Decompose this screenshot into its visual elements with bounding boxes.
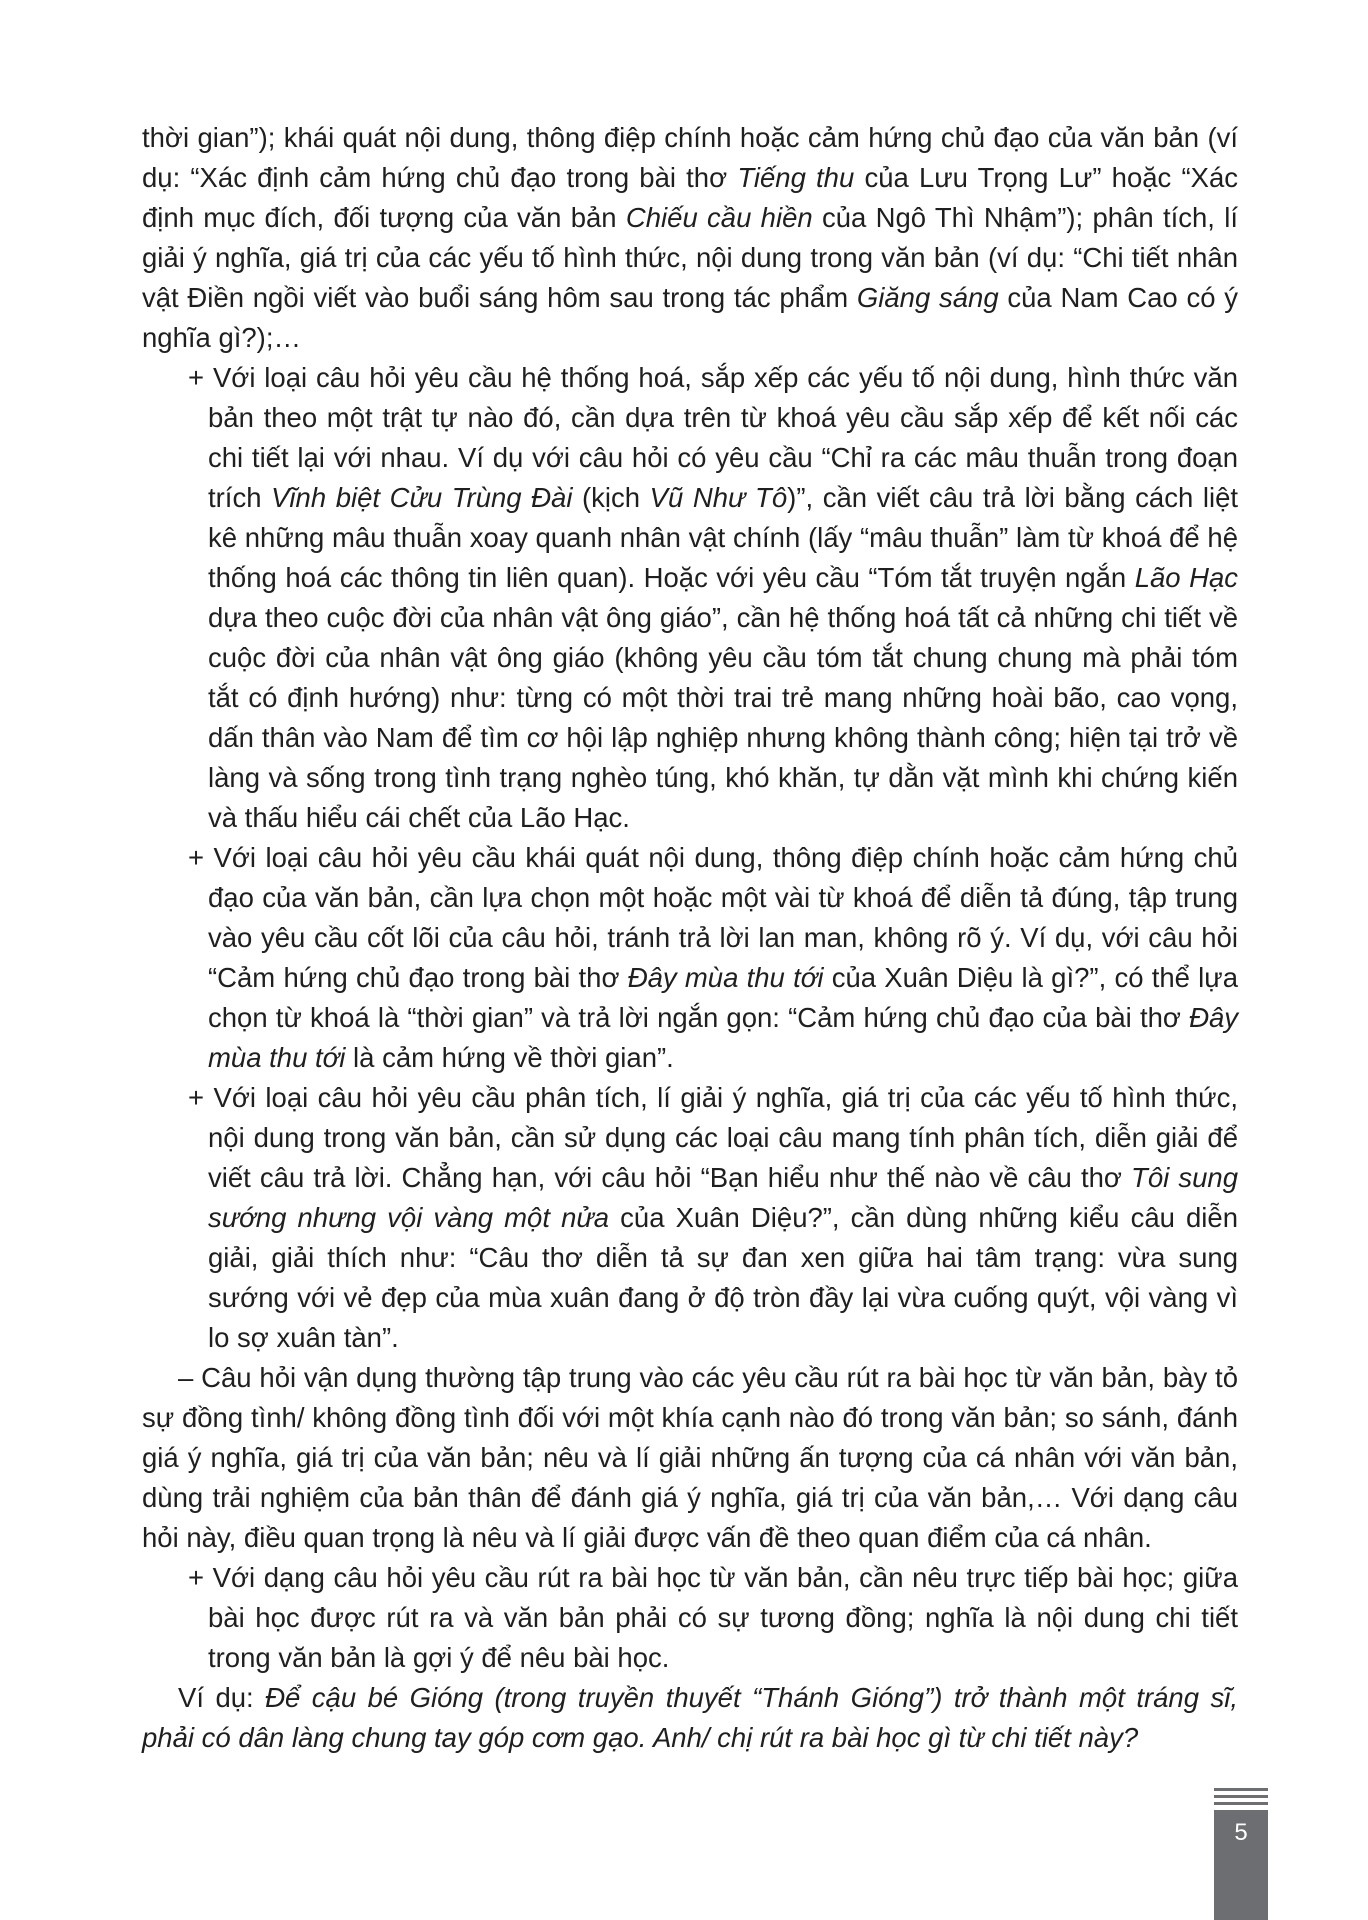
bullet-generalize-questions xyxy=(142,838,1238,1078)
tab-rule-line xyxy=(1214,1788,1268,1791)
italic-title-text: Để cậu bé Gióng (trong truyền thuyết “Thánh Gióng”) trở thành một tráng sĩ, phải có dân làng chung tay góp cơm gạo. Anh/ chị rút ra bài học gì từ chi tiết này? xyxy=(142,1682,1238,1753)
italic-title-text: Vũ Như Tô xyxy=(649,482,788,513)
example-paragraph xyxy=(142,1678,1238,1758)
italic-title-text: Chiếu cầu hiền xyxy=(625,202,813,233)
paragraph-text: – Câu hỏi vận dụng thường tập trung vào các yêu cầu rút ra bài học từ văn bản, bày tỏ sự đồng tình/ không đồng tình đối với một khía cạnh nào đó trong văn bản; so sánh, đánh giá ý nghĩa, giá trị của văn bản; nêu và lí giải những ấn tượng của cá nhân với văn bản, dùng trải nghiệm của bản thân để đánh giá ý nghĩa, giá trị của văn bản,… Với dạng câu hỏi này, điều quan trọng là nêu và lí giải được vấn đề theo quan điểm của cá nhân. xyxy=(142,1362,1238,1553)
page-number-tab xyxy=(1214,1788,1268,1920)
italic-title-text: Tôi sung sướng nhưng vội vàng một nửa xyxy=(208,1162,1238,1233)
italic-title-text: Đây mùa thu tới xyxy=(627,962,824,993)
paragraph-text: + Với loại câu hỏi yêu cầu khái quát nội dung, thông điệp chính hoặc cảm hứng chủ đạo của văn bản, cần lựa chọn một hoặc một vài từ khoá để diễn tả đúng, tập trung vào yêu cầu cốt lõi của câu hỏi, tránh trả lời lan man, không rõ ý. Ví dụ, với câu hỏi “Cảm hứng chủ đạo trong bài thơ xyxy=(188,842,1238,993)
paragraph-text: của Ngô Thì Nhậm”); phân tích, lí giải ý nghĩa, giá trị của các yếu tố hình thức, nội dung trong văn bản (ví dụ: “Chi tiết nhân vật Điền ngồi viết vào buổi sáng hôm sau trong tác phẩm xyxy=(142,202,1238,313)
paragraph-text: của Nam Cao có ý nghĩa gì?);… xyxy=(142,282,1238,353)
bullet-systematize-questions xyxy=(142,358,1238,838)
page-number-box xyxy=(1214,1810,1268,1920)
bullet-analysis-questions xyxy=(142,1078,1238,1358)
paragraph-intro-continuation xyxy=(142,118,1238,358)
tab-rule-line xyxy=(1214,1802,1268,1805)
paragraph-text: + Với loại câu hỏi yêu cầu hệ thống hoá, sắp xếp các yếu tố nội dung, hình thức văn bản theo một trật tự nào đó, cần dựa trên từ khoá yêu cầu sắp xếp để kết nối các chi tiết lại với nhau. Ví dụ với câu hỏi có yêu cầu “Chỉ ra các mâu thuẫn trong đoạn trích xyxy=(188,362,1238,513)
page-body xyxy=(142,118,1238,1758)
italic-title-text: Lão Hạc xyxy=(1134,562,1238,593)
paragraph-text: của Xuân Diệu là gì?”, có thể lựa chọn từ khoá là “thời gian” và trả lời ngắn gọn: “Cảm hứng chủ đạo của bài thơ xyxy=(208,962,1239,1033)
paragraph-text: Ví dụ: xyxy=(178,1682,266,1713)
bullet-lesson-questions xyxy=(142,1558,1238,1678)
italic-title-text: Vĩnh biệt Cửu Trùng Đài xyxy=(271,482,573,513)
paragraph-text: )”, cần viết câu trả lời bằng cách liệt kê những mâu thuẫn xoay quanh nhân vật chính (lấy “mâu thuẫn” làm từ khoá để hệ thống hoá các thông tin liên quan). Hoặc với yêu cầu “Tóm tắt truyện ngắn xyxy=(208,482,1239,593)
paragraph-text: + Với dạng câu hỏi yêu cầu rút ra bài học từ văn bản, cần nêu trực tiếp bài học; giữa bài học được rút ra và văn bản phải có sự tương đồng; nghĩa là nội dung chi tiết trong văn bản là gợi ý để nêu bài học. xyxy=(188,1562,1238,1673)
page-number: 5 xyxy=(1234,1819,1248,1846)
italic-title-text: Tiếng thu xyxy=(737,162,855,193)
paragraph-text: (kịch xyxy=(572,482,650,513)
italic-title-text: Đây mùa thu tới xyxy=(208,1002,1238,1073)
paragraph-text: của Lưu Trọng Lư” hoặc “Xác định mục đích, đối tượng của văn bản xyxy=(142,162,1238,233)
paragraph-application-questions xyxy=(142,1358,1238,1558)
paragraph-text: của Xuân Diệu?”, cần dùng những kiểu câu diễn giải, giải thích như: “Câu thơ diễn tả sự đan xen giữa hai tâm trạng: vừa sung sướng với vẻ đẹp của mùa xuân đang ở độ tròn đầy lại vừa cuống quýt, vội vàng vì lo sợ xuân tàn”. xyxy=(208,1202,1238,1353)
paragraph-text: là cảm hứng về thời gian”. xyxy=(345,1042,674,1073)
paragraph-text: + Với loại câu hỏi yêu cầu phân tích, lí giải ý nghĩa, giá trị của các yếu tố hình thức, nội dung trong văn bản, cần sử dụng các loại câu mang tính phân tích, diễn giải để viết câu trả lời. Chẳng hạn, với câu hỏi “Bạn hiểu như thế nào về câu thơ xyxy=(188,1082,1238,1193)
paragraph-text: thời gian”); khái quát nội dung, thông điệp chính hoặc cảm hứng chủ đạo của văn bản (ví dụ: “Xác định cảm hứng chủ đạo trong bài thơ xyxy=(142,122,1238,193)
italic-title-text: Giăng sáng xyxy=(856,282,999,313)
tab-rule-line xyxy=(1214,1795,1268,1798)
paragraph-text: dựa theo cuộc đời của nhân vật ông giáo”, cần hệ thống hoá tất cả những chi tiết về cuộc đời của nhân vật ông giáo (không yêu cầu tóm tắt chung chung mà phải tóm tắt có định hướng) như: từng có một thời trai trẻ mang những hoài bão, cao vọng, dấn thân vào Nam để tìm cơ hội lập nghiệp nhưng không thành công; hiện tại trở về làng và sống trong tình trạng nghèo túng, khó khăn, tự dằn vặt mình khi chứng kiến và thấu hiểu cái chết của Lão Hạc. xyxy=(208,602,1238,833)
